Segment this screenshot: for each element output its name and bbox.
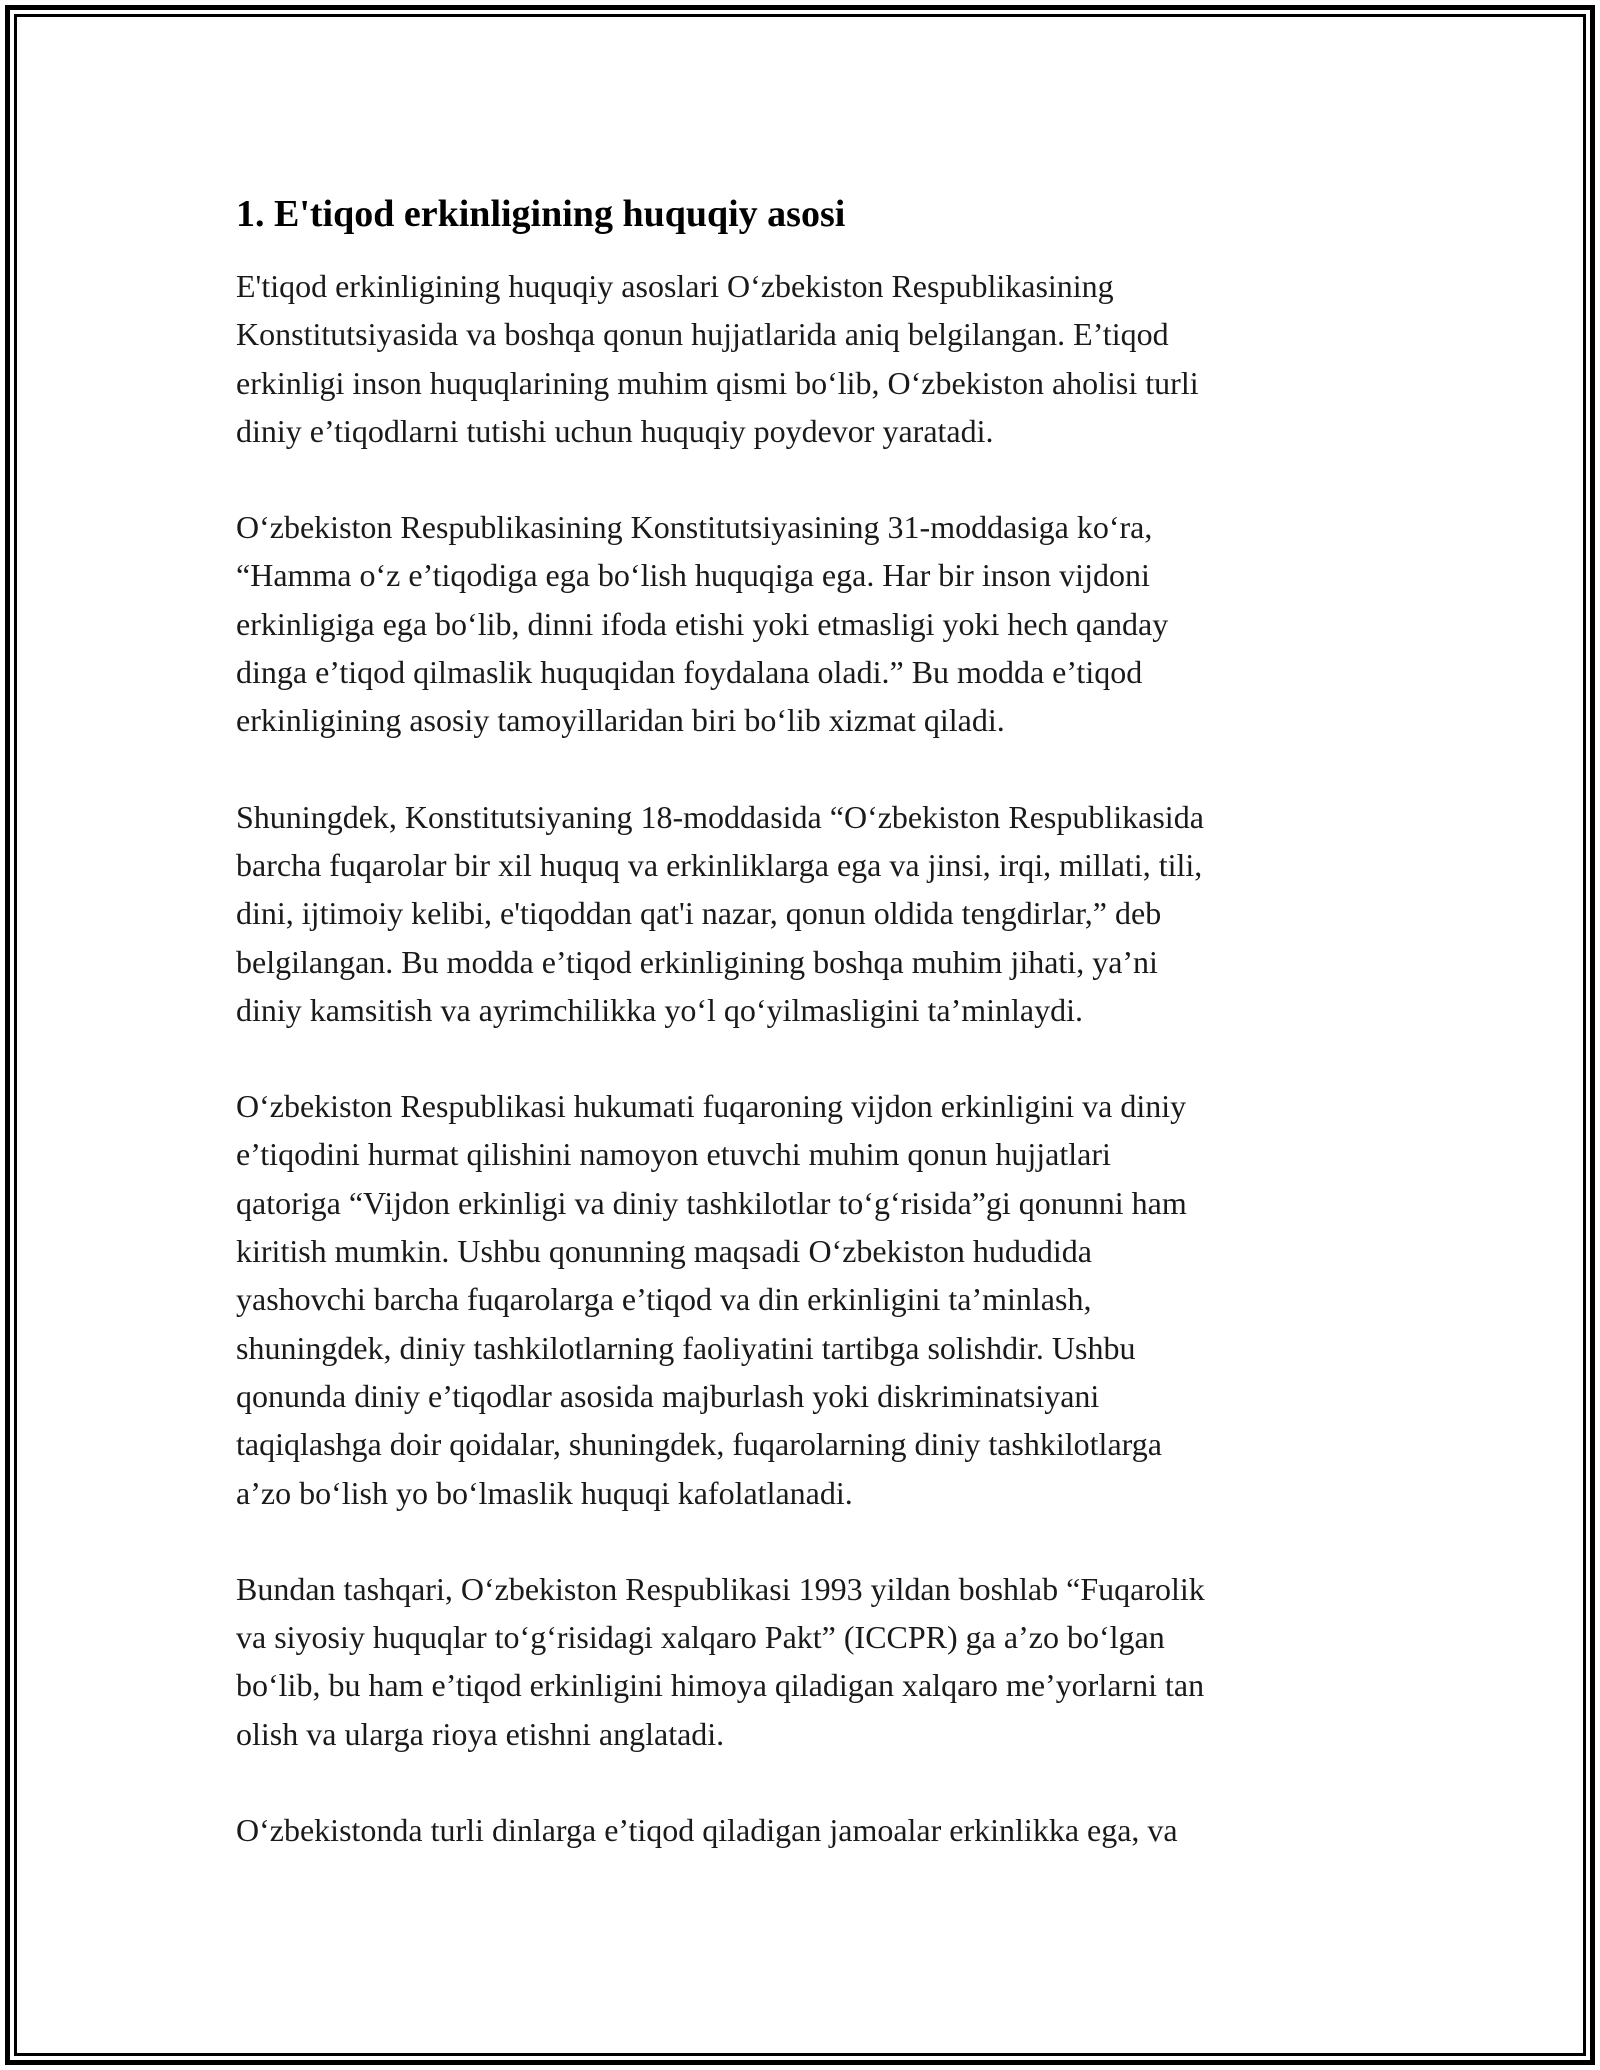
text-line: barcha fuqarolar bir xil huquq va erkinliklarga ega va jinsi, irqi, millati, tili, <box>236 846 1203 883</box>
text-line: belgilangan. Bu modda e’tiqod erkinligining boshqa muhim jihati, ya’ni <box>236 943 1158 980</box>
text-line: bo‘lib, bu ham e’tiqod erkinligini himoya qiladigan xalqaro me’yorlarni tan <box>236 1667 1205 1704</box>
paragraph-6 <box>236 1806 1366 1854</box>
paragraph-4 <box>236 1082 1366 1517</box>
text-line: Shuningdek, Konstitutsiyaning 18-moddasida “O‘zbekiston Respublikasida <box>236 798 1204 835</box>
text-line: diniy kamsitish va ayrimchilikka yo‘l qo‘yilmasligini ta’minlaydi. <box>236 991 1083 1028</box>
paragraph-1 <box>236 262 1366 455</box>
text-line: O‘zbekistonda turli dinlarga e’tiqod qiladigan jamoalar erkinlikka ega, va <box>236 1812 1178 1849</box>
text-line: qatoriga “Vijdon erkinligi va diniy tashkilotlar to‘g‘risida”gi qonunni ham <box>236 1184 1187 1221</box>
text-line: kiritish mumkin. Ushbu qonunning maqsadi O‘zbekiston hududida <box>236 1233 1092 1270</box>
document-body <box>236 186 1366 1902</box>
text-line: va siyosiy huquqlar to‘g‘risidagi xalqaro Pakt” (ICCPR) ga a’zo bo‘lgan <box>236 1619 1165 1656</box>
text-line: erkinligi inson huquqlarining muhim qismi bo‘lib, O‘zbekiston aholisi turli <box>236 364 1199 401</box>
text-line: qonunda diniy e’tiqodlar asosida majburlash yoki diskriminatsiyani <box>236 1377 1100 1414</box>
text-line: erkinligiga ega bo‘lib, dinni ifoda etishi yoki etmasligi yoki hech qanday <box>236 605 1169 642</box>
text-line: a’zo bo‘lish yo bo‘lmaslik huquqi kafolatlanadi. <box>236 1474 853 1511</box>
text-line: E'tiqod erkinligining huquqiy asoslari O‘zbekiston Respublikasining <box>236 268 1114 304</box>
text-line: e’tiqodini hurmat qilishini namoyon etuvchi muhim qonun hujjatlari <box>236 1136 1111 1173</box>
paragraph-5 <box>236 1565 1366 1758</box>
paragraph-3 <box>236 793 1366 1034</box>
text-line: yashovchi barcha fuqarolarga e’tiqod va din erkinligini ta’minlash, <box>236 1281 1092 1318</box>
text-line: taqiqlashga doir qoidalar, shuningdek, fuqarolarning diniy tashkilotlarga <box>236 1426 1162 1463</box>
section-heading: 1. E'tiqod erkinligining huquqiy asosi <box>236 193 846 235</box>
text-line: “Hamma o‘z e’tiqodiga ega bo‘lish huquqiga ega. Har bir inson vijdoni <box>236 557 1150 594</box>
text-line: Bundan tashqari, O‘zbekiston Respublikasi 1993 yildan boshlab “Fuqarolik <box>236 1570 1205 1607</box>
paragraph-2 <box>236 503 1366 744</box>
text-line: erkinligining asosiy tamoyillaridan biri bo‘lib xizmat qiladi. <box>236 702 1005 739</box>
text-line: O‘zbekiston Respublikasining Konstitutsiyasining 31-moddasiga ko‘ra, <box>236 509 1153 546</box>
text-line: Konstitutsiyasida va boshqa qonun hujjatlarida aniq belgilangan. E’tiqod <box>236 316 1169 353</box>
text-line: olish va ularga rioya etishni anglatadi. <box>236 1715 725 1752</box>
text-line: shuningdek, diniy tashkilotlarning faoliyatini tartibga solishdir. Ushbu <box>236 1329 1136 1366</box>
text-line: dini, ijtimoiy kelibi, e'tiqoddan qat'i nazar, qonun oldida tengdirlar,” deb <box>236 895 1162 932</box>
text-line: O‘zbekiston Respublikasi hukumati fuqaroning vijdon erkinligini va diniy <box>236 1088 1187 1125</box>
text-line: diniy e’tiqodlarni tutishi uchun huquqiy poydevor yaratadi. <box>236 412 994 449</box>
text-line: dinga e’tiqod qilmaslik huquqidan foydalana oladi.” Bu modda e’tiqod <box>236 654 1143 691</box>
